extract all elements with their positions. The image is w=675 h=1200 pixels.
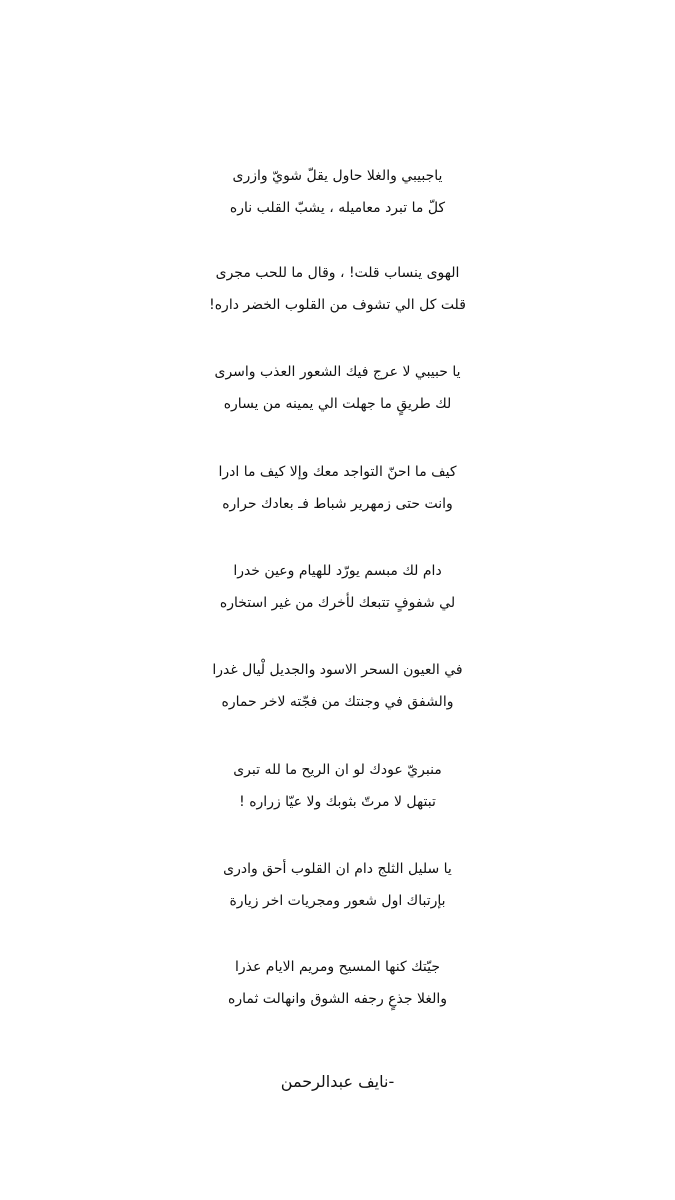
verse-line: يا سليل الثلج دام ان القلوب أحق وادرى xyxy=(223,861,452,877)
verse-line: قلت كل الي تشوف من القلوب الخضر داره! xyxy=(209,297,466,313)
verse-line: بإرتباك اول شعور ومجريات اخر زيارة xyxy=(229,893,446,909)
stanza-2 xyxy=(0,257,675,321)
stanza-8 xyxy=(0,853,675,917)
verse-line: دام لك مبسم يورّد للهيام وعين خدرا xyxy=(233,563,442,579)
verse-line: الهوى ينساب قلت! ، وقال ما للحب مجرى xyxy=(215,265,460,281)
verse-line: لي شفوفٍ تتبعك لأخرك من غير استخاره xyxy=(219,595,456,611)
verse-line: كيف ما احنّ التواجد معك وإلا كيف ما ادرا xyxy=(218,464,457,480)
verse-line: ياجبيبي والغلا حاول يقلّ شويّ وازرى xyxy=(232,168,443,184)
stanza-1 xyxy=(0,160,675,224)
verse-line: وانت حتى زمهرير شباط فـ بعادك حراره xyxy=(222,496,453,512)
stanza-7 xyxy=(0,754,675,818)
verse-line: يا حبيبي لا عرج فيك الشعور العذب واسرى xyxy=(214,364,461,380)
stanza-4 xyxy=(0,456,675,520)
verse-line: كلّ ما تبرد معاميله ، يشبّ القلب ناره xyxy=(229,200,446,216)
stanza-9 xyxy=(0,951,675,1015)
poet-signature: -نايف عبدالرحمن xyxy=(280,1072,395,1091)
verse-line: منبريّ عودك لو ان الريح ما لله تبرى xyxy=(233,762,442,778)
stanza-3 xyxy=(0,356,675,420)
verse-line: والشفق في وجنتك من فجّته لاخر حماره xyxy=(221,694,454,710)
stanza-6 xyxy=(0,654,675,718)
verse-line: تبتهل لا مرتّ بثوبك ولا عيّا زراره ! xyxy=(239,794,436,810)
verse-line: جيّتك كنها المسيح ومريم الايام عذرا xyxy=(234,959,441,975)
verse-line: والغلا جذعٍ رجفه الشوق وانهالت ثماره xyxy=(227,991,447,1007)
verse-line: لك طريقٍ ما جهلت الي يمينه من يساره xyxy=(223,396,452,412)
stanza-5 xyxy=(0,555,675,619)
verse-line: في العيون السحر الاسود والجديل لْيال غدرا xyxy=(212,662,463,678)
